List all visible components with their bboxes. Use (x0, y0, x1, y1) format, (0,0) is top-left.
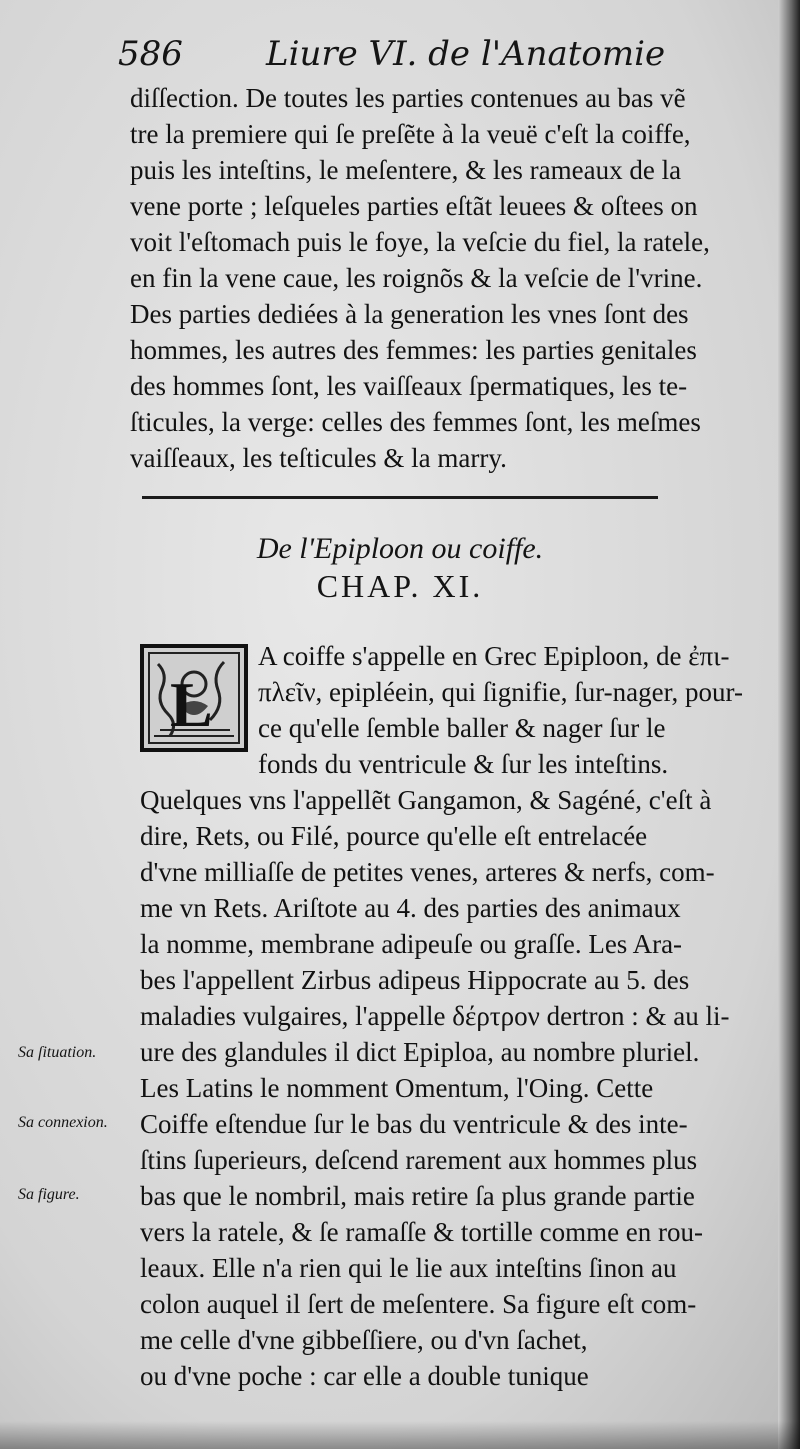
chapter-line: me celle d'vne gibbeſſiere, ou d'vn ſachet, (140, 1325, 588, 1355)
chapter-line: leaux. Elle n'a rien qui le lie aux inteſtins ſinon au (140, 1253, 677, 1283)
chapter-line: la nomme, membrane adipeuſe ou graſſe. Les Ara- (140, 929, 683, 959)
chapter-line: dire, Rets, ou Filé, pource qu'elle eſt entrelacée (140, 821, 648, 851)
body-line: puis les inteſtins, le meſentere, & les rameaux de la (130, 155, 682, 185)
page-bottom-shadow (0, 1421, 800, 1449)
chapter-subtitle: De l'Epiploon ou coiffe. (256, 532, 544, 565)
body-line: diſſection. De toutes les parties contenues au bas vẽ (130, 83, 686, 113)
body-line: vaiſſeaux, les teſticules & la marry. (130, 443, 507, 473)
body-line: Des parties dediées à la generation les vnes ſont des (130, 299, 689, 329)
chapter-line: ure des glandules il dict Epiploa, au nombre pluriel. (140, 1037, 700, 1067)
chapter-line: πλεῖν, epipléein, qui ſignifie, ſur-nager, pour- (258, 677, 743, 707)
body-line: vene porte ; leſqueles parties eſtãt leuees & oſtees on (130, 191, 698, 221)
page-number: 586 (118, 34, 183, 74)
body-line: ſticules, la verge: celles des femmes ſont, les meſmes (130, 407, 701, 437)
chapter-line: bas que le nombril, mais retire ſa plus grande partie (140, 1181, 695, 1211)
body-line: voit l'eſtomach puis le foye, la veſcie du fiel, la ratele, (130, 227, 710, 257)
marginal-note-figure: Sa figure. (18, 1186, 80, 1203)
page-edge-shadow (778, 0, 800, 1449)
chapter-line: Quelques vns l'appellẽt Gangamon, & Sagéné, c'eſt à (140, 785, 712, 815)
running-title: Liure VI. de l'Anatomie (266, 34, 666, 74)
body-line: des hommes ſont, les vaiſſeaux ſpermatiques, les te- (130, 371, 688, 401)
marginal-note-situation: Sa ſituation. (18, 1044, 97, 1061)
chapter-line: fonds du ventricule & ſur les inteſtins. (258, 749, 669, 779)
drop-cap-letter: L (170, 669, 213, 740)
chapter-line: bes l'appellent Zirbus adipeus Hippocrate au 5. des (140, 965, 690, 995)
chapter-heading: CHAP. XI. (316, 568, 484, 604)
chapter-line: colon auquel il ſert de meſentere. Sa figure eſt com- (140, 1289, 697, 1319)
chapter-line: me vn Rets. Ariſtote au 4. des parties des animaux (140, 893, 681, 923)
chapter-line: ce qu'elle ſemble baller & nager ſur le (258, 713, 666, 743)
chapter-line: ou d'vne poche : car elle a double tunique (140, 1361, 589, 1391)
body-line: hommes, les autres des femmes: les parties genitales (130, 335, 697, 365)
chapter-line: ſtins ſuperieurs, deſcend rarement aux hommes plus (140, 1145, 698, 1175)
chapter-line: vers la ratele, & ſe ramaſſe & tortille comme en rou- (140, 1217, 704, 1247)
chapter-line: d'vne milliaſſe de petites venes, arteres & nerfs, com- (140, 857, 715, 887)
chapter-line: maladies vulgaires, l'appelle δέρτρον dertron : & au li- (140, 1001, 730, 1031)
section-divider (142, 496, 658, 499)
body-line: tre la premiere qui ſe preſẽte à la veuë c'eſt la coiffe, (130, 119, 691, 149)
chapter-line: Les Latins le nomment Omentum, l'Oing. Cette (140, 1073, 654, 1103)
body-line: en fin la vene caue, les roignõs & la veſcie de l'vrine. (130, 263, 703, 293)
drop-cap-icon (140, 644, 248, 752)
page-header (118, 34, 728, 84)
marginal-note-connexion: Sa connexion. (18, 1114, 108, 1131)
chapter-line: A coiffe s'appelle en Grec Epiploon, de ἐπι- (258, 641, 730, 671)
chapter-line: Coiffe eſtendue ſur le bas du ventricule & des inte- (140, 1109, 688, 1139)
